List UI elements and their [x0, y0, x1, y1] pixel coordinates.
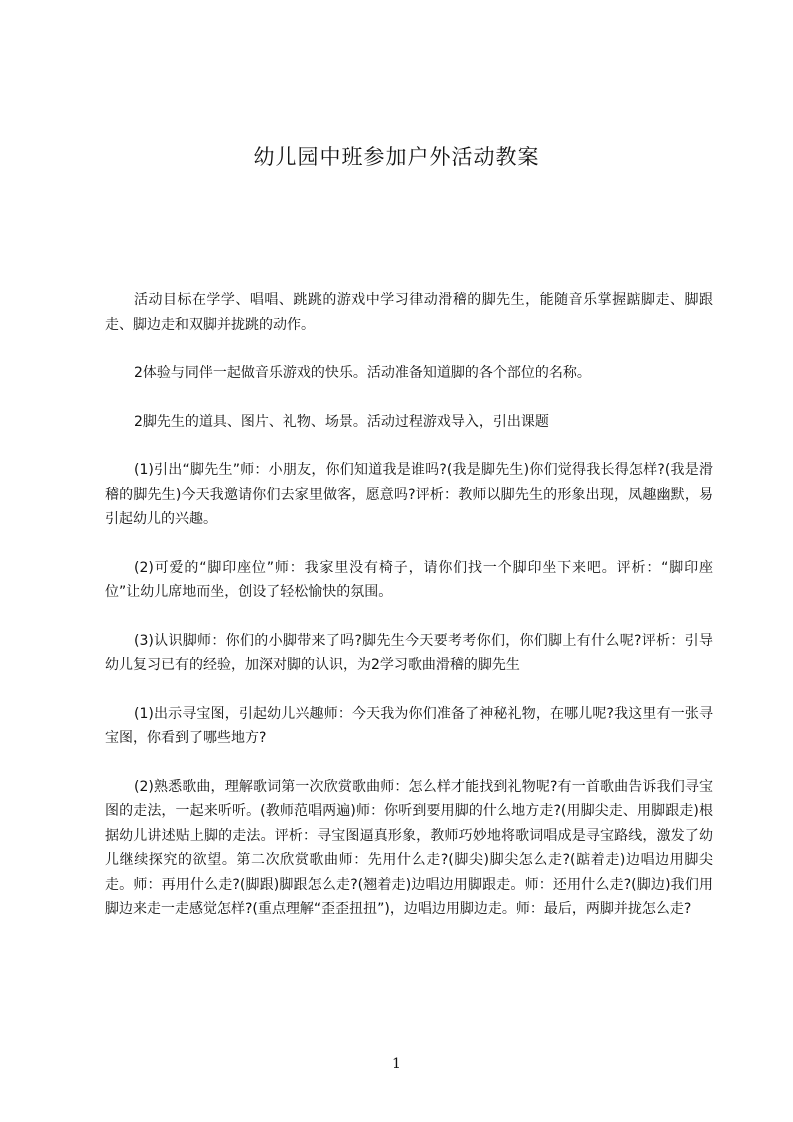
paragraph-6: (3)认识脚师：你们的小脚带来了吗?脚先生今天要考考你们，你们脚上有什么呢?评析：引导幼儿复习已有的经验，加深对脚的认识，为2学习歌曲滑稽的脚先生 [105, 632, 713, 673]
page-number: 1 [392, 1056, 401, 1072]
paragraph-1: 活动目标在学学、唱唱、跳跳的游戏中学习律动滑稽的脚先生，能随音乐掌握踮脚走、脚跟走、脚边走和双脚并拢跳的动作。 [105, 292, 713, 333]
paragraph-2: 2体验与同伴一起做音乐游戏的快乐。活动准备知道脚的各个部位的名称。 [134, 365, 591, 381]
paragraph-7: (1)出示寻宝图，引起幼儿兴趣师：今天我为你们准备了神秘礼物，在哪儿呢?我这里有一张寻宝图，你看到了哪些地方? [105, 705, 713, 746]
paragraph-3: 2脚先生的道具、图片、礼物、场景。活动过程游戏导入，引出课题 [134, 413, 549, 430]
document-body [105, 288, 713, 946]
paragraph-8: (2)熟悉歌曲，理解歌词第一次欣赏歌曲师：怎么样才能找到礼物呢?有一首歌曲告诉我们寻宝图的走法，一起来听听。(教师范唱两遍)师：你听到要用脚的什么地方走?(用脚尖走、用脚跟走)根据幼儿讲述贴上脚的走法。评析：寻宝图逼真形象，教师巧妙地将歌词唱成是寻宝路线，激发了幼儿继续探究的欲望。第二次欣赏歌曲师：先用什么走?(脚尖)脚尖怎么走?(踮着走)边唱边用脚尖走。师：再用什么走?(脚跟)脚跟怎么走?(翘着走)边唱边用脚跟走。师：还用什么走?(脚边)我们用脚边来走一走感觉怎样?(重点理解“歪歪扭扭”)，边唱边用脚边走。师：最后，两脚并拢怎么走? [105, 778, 713, 917]
paragraph-4: (1)引出“脚先生”师：小朋友，你们知道我是谁吗?(我是脚先生)你们觉得我长得怎样?(我是滑稽的脚先生)今天我邀请你们去家里做客，愿意吗?评析：教师以脚先生的形象出现，凤趣幽默，易引起幼儿的兴趣。 [105, 462, 713, 527]
paragraph-5: (2)可爱的“脚印座位”师：我家里没有椅子，请你们找一个脚印坐下来吧。评析：“脚印座位”让幼儿席地而坐，创设了轻松愉快的氛围。 [105, 559, 713, 600]
document-title: 幼儿园中班参加户外活动教案 [253, 145, 540, 169]
